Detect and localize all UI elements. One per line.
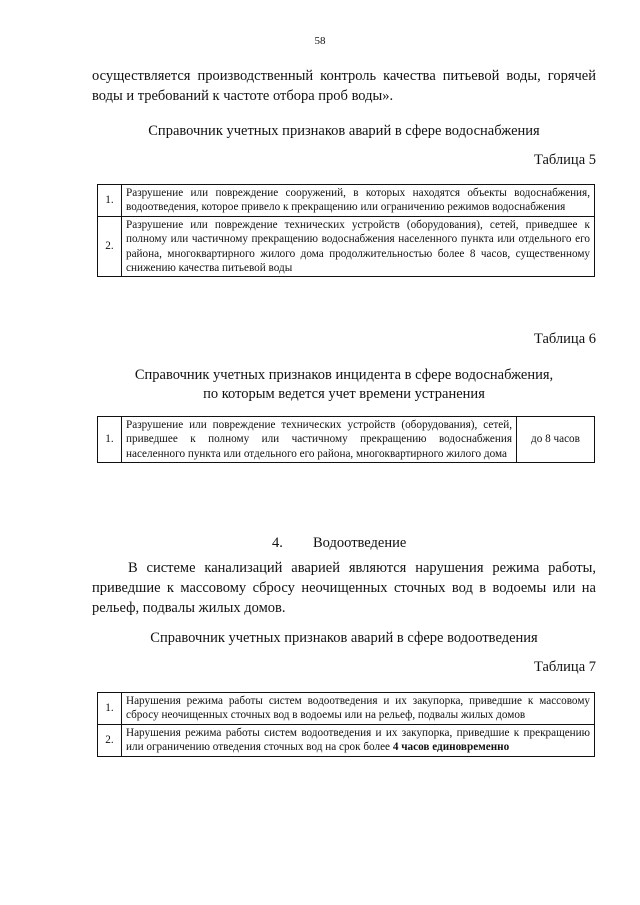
row-number: 1. (98, 417, 122, 463)
intro-paragraph: осуществляется производственный контроль качества питьевой воды, горячей воды и требований к частоте отбора проб воды». (92, 68, 596, 104)
table7-title: Справочник учетных признаков аварий в сфере водоотведения (150, 630, 538, 646)
table-row (98, 185, 595, 217)
table-row (98, 417, 595, 463)
row-text: Разрушение или повреждение технических устройств (оборудования), сетей, приведшее к полному или частичному прекращению водоснабжения населенного пункта или отдельного его района, многоквартирного жилого дома (122, 417, 517, 463)
table-7 (97, 692, 595, 757)
table-row (98, 693, 595, 725)
table6-title-line1: Справочник учетных признаков инцидента в сфере водоснабжения, (134, 367, 554, 383)
table-row (98, 724, 595, 756)
table5-title: Справочник учетных признаков аварий в сфере водоснабжения (148, 123, 540, 139)
row-text: Разрушение или повреждение технических устройств (оборудования), сетей, приведшее к полному или частичному прекращению водоснабжения населенного пункта или отдельного его района, многоквартирного жилого дома продолжительностью более 8 часов, существенному снижению качества питьевой воды (122, 216, 595, 277)
section-title: Водоотведение (313, 535, 407, 551)
row-text-bold: 4 часов единовременно (392, 741, 510, 754)
table6-label: Таблица 6 (533, 331, 596, 347)
section-number: 4. (272, 535, 283, 551)
section4-paragraph: В системе канализаций аварией являются нарушения режима работы, приведшие к массовому сбросу неочищенных сточных вод в водоемы или на рельеф, подвалы жилых домов. (92, 560, 596, 616)
table-6 (97, 416, 595, 463)
table-5 (97, 184, 595, 277)
table5-label: Таблица 5 (533, 152, 596, 168)
page-number: 58 (314, 35, 326, 47)
row-text-main: Нарушения режима работы систем водоотведения и их закупорка, приведшие к прекращению или ограничению отведения сточных вод на срок более (126, 726, 590, 754)
table-row (98, 216, 595, 277)
row-duration: до 8 часов (517, 417, 595, 463)
row-text: Нарушения режима работы систем водоотведения и их закупорка, приведшие к массовому сбросу неочищенных сточных вод в водоемы или на рельеф, подвалы жилых домов (122, 693, 595, 725)
row-number: 2. (98, 724, 122, 756)
row-text: Разрушение или повреждение сооружений, в которых находятся объекты водоснабжения, водоотведения, которое привело к прекращению или ограничению режимов водоснабжения (122, 185, 595, 217)
row-number: 2. (98, 216, 122, 277)
table6-title-line2: по которым ведется учет времени устранения (203, 386, 485, 402)
row-number: 1. (98, 693, 122, 725)
row-number: 1. (98, 185, 122, 217)
table7-label: Таблица 7 (533, 659, 596, 675)
row-text (122, 724, 595, 756)
